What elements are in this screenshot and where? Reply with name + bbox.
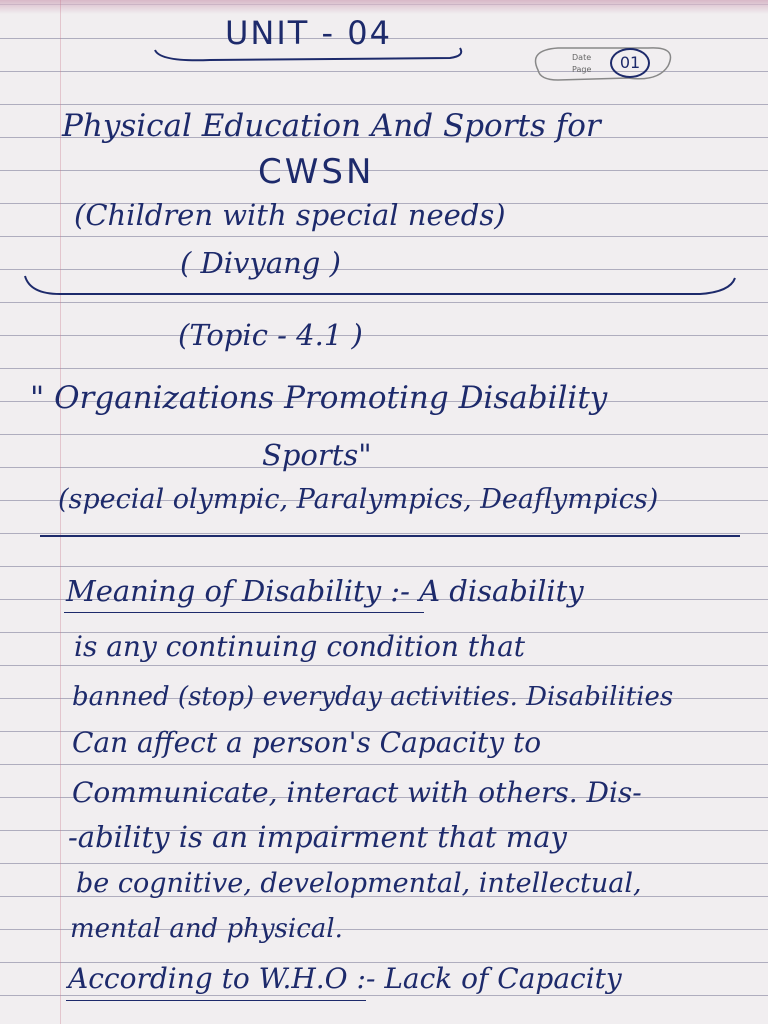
topic-label: (Topic - 4.1 ) [178, 318, 363, 352]
page-number: 01 [610, 48, 650, 78]
who-underline [66, 1000, 366, 1001]
meaning-underline [64, 612, 424, 613]
body-line: is any continuing condition that [74, 630, 526, 663]
body-line: Can affect a person's Capacity to [72, 726, 542, 759]
topic-heading-line-1: " Organizations Promoting Disability [30, 380, 608, 416]
topic-examples: (special olympic, Paralympics, Deaflympics) [58, 484, 659, 515]
title-line-2: CWSN [258, 152, 375, 192]
unit-title: UNIT - 04 [225, 14, 392, 52]
body-line: -ability is an impairment that may [68, 820, 567, 854]
body-line: mental and physical. [70, 914, 343, 944]
title-brace-underline [20, 272, 740, 302]
body-line: be cognitive, developmental, intellectual, [76, 868, 642, 899]
body-line: According to W.H.O :- Lack of Capacity [68, 962, 622, 995]
body-line: Communicate, interact with others. Dis- [72, 776, 642, 809]
stamp-page-label: Page [572, 65, 592, 74]
title-line-3: (Children with special needs) [74, 198, 506, 232]
body-line: banned (stop) everyday activities. Disabilities [72, 682, 674, 712]
body-line: Meaning of Disability :- A disability [66, 574, 584, 608]
title-line-1: Physical Education And Sports for [62, 108, 601, 144]
date-page-stamp [528, 40, 680, 86]
stamp-swirl-icon [528, 40, 680, 86]
title-line-4: ( Divyang ) [180, 246, 341, 280]
section-divider [40, 535, 740, 537]
stamp-date-label: Date [572, 53, 592, 62]
page-top-edge [0, 0, 768, 14]
topic-heading-line-2: Sports" [262, 438, 372, 472]
unit-title-underline [150, 40, 470, 70]
